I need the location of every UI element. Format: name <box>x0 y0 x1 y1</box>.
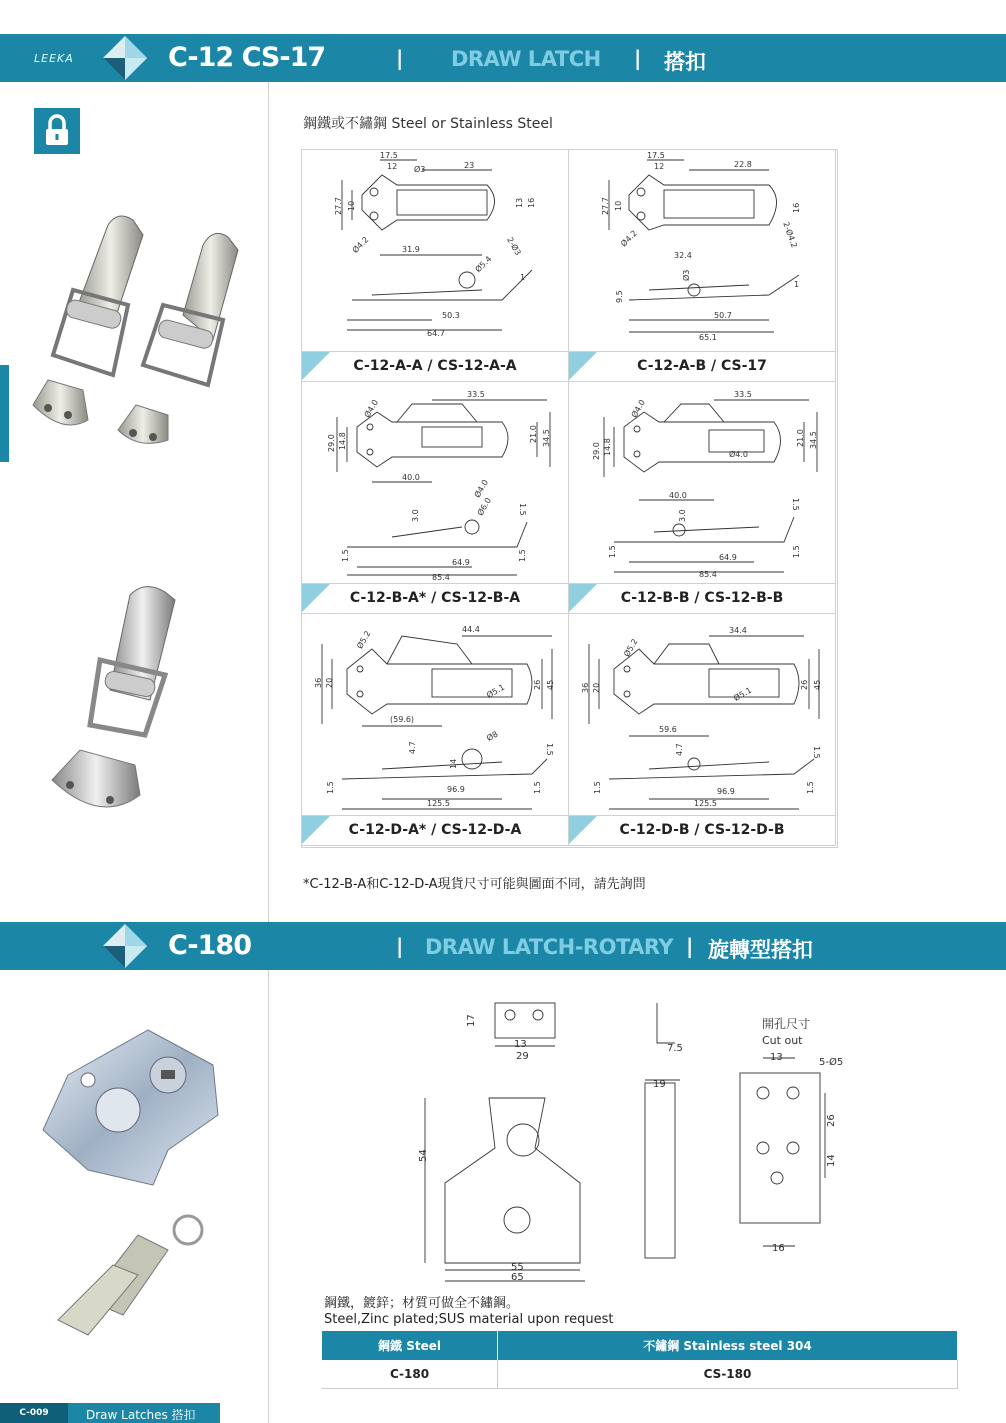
dim-label: 65 <box>511 1272 524 1283</box>
dim-label: 5-Ø5 <box>819 1057 844 1068</box>
dim-label: 26 <box>826 1114 837 1127</box>
latch-photo-pair <box>28 205 248 445</box>
dim-label: 1.5 <box>518 549 527 562</box>
dim-label: 29 <box>516 1051 529 1062</box>
drawing-label <box>569 351 835 381</box>
dim-label: 29.0 <box>327 434 336 452</box>
model-code: C-12-B-B / CS-12-B-B <box>620 590 784 606</box>
dim-label: 14 <box>449 758 458 769</box>
title-en: DRAW LATCH <box>451 47 601 71</box>
dim-label: Ø4.0 <box>362 398 380 420</box>
model-code: C-12-D-A* / CS-12-D-A <box>348 822 522 838</box>
dim-label: Ø5.4 <box>473 254 494 275</box>
dim-label: Ø4.2 <box>619 228 639 249</box>
dim-label: 16 <box>772 1243 785 1254</box>
model-title: C-12 CS-17 <box>168 42 326 73</box>
dim-label: 32.4 <box>674 251 692 260</box>
table-row <box>322 1360 958 1389</box>
dim-label: 34.5 <box>542 429 551 447</box>
dim-label: Ø5.1 <box>485 682 507 700</box>
dim-label: 21.0 <box>796 429 805 447</box>
technical-drawing <box>302 382 569 585</box>
dim-label: 12 <box>387 162 398 171</box>
dim-label: Ø4.0 <box>629 398 647 420</box>
technical-drawing <box>569 382 836 585</box>
dim-label: 64.7 <box>427 329 445 338</box>
table-header: 鋼鐵 Steel <box>322 1331 498 1360</box>
technical-drawing <box>569 614 836 817</box>
dim-label: 2-Ø3 <box>505 235 523 257</box>
brand-logo: LEEKA <box>34 52 74 65</box>
dim-label: 96.9 <box>717 787 735 796</box>
dim-label: 1 <box>520 273 526 282</box>
diamond-logo-icon <box>103 924 147 968</box>
material-en: Steel,Zinc plated;SUS material upon request <box>324 1312 614 1327</box>
dim-label: 16 <box>792 202 801 213</box>
drawing-cell <box>302 614 569 846</box>
footer-text: Draw Latches 搭扣 <box>86 1408 196 1422</box>
drawing-cell <box>302 382 569 614</box>
dim-label: 44.4 <box>462 625 480 634</box>
dim-label: 12 <box>654 162 665 171</box>
dim-label: 17.5 <box>647 151 665 160</box>
table-cell: C-180 <box>322 1360 498 1389</box>
dim-label: Ø5.2 <box>622 637 640 659</box>
dim-label: 45 <box>546 679 555 690</box>
spec-table <box>322 1331 958 1389</box>
separator: | <box>396 46 404 70</box>
dim-label: 13 <box>515 197 524 208</box>
dim-label: 9.5 <box>615 290 624 303</box>
dim-label: 23 <box>464 161 475 170</box>
dim-label: 55 <box>511 1262 524 1273</box>
dim-label: Ø3 <box>682 269 691 281</box>
dim-label: 27.7 <box>334 197 343 215</box>
dim-label: Ø3 <box>414 165 426 174</box>
stock-note: *C-12-B-A和C-12-D-A現貨尺寸可能與圖面不同，請先詢問 <box>303 877 646 892</box>
dim-label: 3.0 <box>678 509 687 522</box>
dim-label: 1.5 <box>593 781 602 794</box>
dim-label: 1.5 <box>326 781 335 794</box>
dim-label: 26 <box>533 679 542 690</box>
dim-label: 26 <box>800 679 809 690</box>
dim-label: 17 <box>466 1014 477 1027</box>
technical-drawing <box>569 150 836 353</box>
material-text: 鋼鐵或不鏽鋼 Steel or Stainless Steel <box>303 116 553 132</box>
drawing-grid <box>301 149 838 848</box>
dim-label: 59.6 <box>659 725 677 734</box>
dim-label: Ø6.0 <box>475 496 493 518</box>
dim-label: 1.5 <box>806 781 815 794</box>
dim-label: 45 <box>813 679 822 690</box>
dim-label: 22.8 <box>734 160 752 169</box>
dim-label: 19 <box>653 1079 666 1090</box>
drawing-cell <box>569 614 836 846</box>
dim-label: 1.5 <box>545 743 554 756</box>
sidebar-tab <box>0 365 9 462</box>
lock-badge <box>34 108 80 154</box>
model-code: C-12-B-A* / CS-12-B-A <box>349 590 521 606</box>
dim-label: 29.0 <box>592 442 601 460</box>
dim-label: Ø5.1 <box>732 685 754 703</box>
divider-line <box>268 970 269 1423</box>
dim-label: 1.5 <box>791 498 800 511</box>
dim-label: 13 <box>514 1039 527 1050</box>
dim-label: 64.9 <box>452 558 470 567</box>
drawing-cell <box>569 150 836 382</box>
table-header: 不鏽鋼 Stainless steel 304 <box>498 1331 958 1360</box>
dim-label: 7.5 <box>667 1043 683 1054</box>
cutout-title-en: Cut out <box>762 1034 803 1047</box>
dim-label: 40.0 <box>402 473 420 482</box>
dim-label: 3.0 <box>411 509 420 522</box>
model-code: C-12-D-B / CS-12-D-B <box>619 822 785 838</box>
model-title: C-180 <box>168 930 252 961</box>
dim-label: 14 <box>826 1154 837 1167</box>
cutout-title-zh: 開孔尺寸 <box>762 1017 811 1031</box>
dim-label: 4.7 <box>675 743 684 756</box>
model-code: C-12-A-B / CS-17 <box>637 358 767 374</box>
section-header-c180 <box>0 922 1006 970</box>
rotary-latch-photo <box>28 1020 248 1350</box>
drawing-label <box>569 815 835 845</box>
dim-label: 34.5 <box>809 431 818 449</box>
dim-label: Ø8 <box>485 729 500 743</box>
dim-label: 36 <box>314 677 323 688</box>
table-cell: CS-180 <box>498 1360 958 1389</box>
dim-label: 1 <box>794 280 800 289</box>
dim-label: 1.5 <box>812 746 821 759</box>
dim-label: 1.5 <box>341 549 350 562</box>
dim-label: 50.7 <box>714 311 732 320</box>
dim-label: 14.8 <box>603 438 612 456</box>
dim-label: 2-Ø4.2 <box>781 220 799 250</box>
table-header-row <box>322 1331 958 1360</box>
dim-label: Ø4.0 <box>472 478 490 500</box>
drawing-label <box>302 583 568 613</box>
dim-label: Ø5.2 <box>355 629 373 651</box>
technical-drawing <box>302 150 569 353</box>
dim-label: 4.7 <box>408 741 417 754</box>
drawing-label <box>302 815 568 845</box>
dim-label: 21.0 <box>529 425 538 443</box>
material-zh: 鋼鐵，鍍鋅；材質可做全不鏽鋼。 <box>324 1296 520 1311</box>
dim-label: 1.5 <box>608 545 617 558</box>
separator: | <box>634 46 642 70</box>
dim-label: 20 <box>592 682 601 693</box>
dim-label: 1.5 <box>533 781 542 794</box>
dim-label: 1.5 <box>518 503 527 516</box>
title-zh: 旋轉型搭扣 <box>708 938 813 962</box>
drawing-cell <box>302 150 569 382</box>
separator: | <box>396 934 404 958</box>
latch-photo-single <box>50 580 190 820</box>
dim-label: 33.5 <box>734 390 752 399</box>
dim-label: 10 <box>347 200 356 211</box>
dim-label: 33.5 <box>467 390 485 399</box>
drawing-label <box>569 583 835 613</box>
dim-label: Ø4.2 <box>350 235 371 255</box>
dim-label: 125.5 <box>694 799 717 808</box>
drawing-cell <box>569 382 836 614</box>
dim-label: 13 <box>770 1052 783 1063</box>
dim-label: 64.9 <box>719 553 737 562</box>
dim-label: 17.5 <box>380 151 398 160</box>
dim-label: 54 <box>418 1149 429 1162</box>
section-header-c12 <box>0 34 1006 82</box>
dim-label: 10 <box>614 200 623 211</box>
dim-label: 85.4 <box>432 573 450 582</box>
page-code: C-009 <box>0 1403 68 1423</box>
dim-label: 125.5 <box>427 799 450 808</box>
dim-label: 14.8 <box>338 432 347 450</box>
dim-label: Ø4.0 <box>729 450 749 459</box>
material-text <box>324 1296 613 1328</box>
separator: | <box>686 934 694 958</box>
drawing-label <box>302 351 568 381</box>
dim-label: 96.9 <box>447 785 465 794</box>
dim-label: 1.5 <box>792 545 801 558</box>
dim-label: 50.3 <box>442 311 460 320</box>
dim-label: (59.6) <box>390 715 415 724</box>
diamond-logo-icon <box>103 36 147 80</box>
dim-label: 27.7 <box>601 197 610 215</box>
model-code: C-12-A-A / CS-12-A-A <box>353 358 517 374</box>
title-en: DRAW LATCH-ROTARY <box>425 935 674 959</box>
dim-label: 20 <box>325 677 334 688</box>
technical-drawing <box>302 614 569 817</box>
page-footer <box>0 1403 220 1423</box>
dim-label: 34.4 <box>729 626 747 635</box>
title-zh: 搭扣 <box>664 50 706 74</box>
dim-label: 36 <box>581 682 590 693</box>
dim-label: 16 <box>527 197 536 208</box>
rotary-latch-drawing <box>405 998 875 1283</box>
divider-line <box>268 82 269 922</box>
dim-label: 40.0 <box>669 491 687 500</box>
dim-label: 65.1 <box>699 333 717 342</box>
dim-label: 31.9 <box>402 245 420 254</box>
lock-icon <box>34 108 80 154</box>
dim-label: 85.4 <box>699 570 717 579</box>
